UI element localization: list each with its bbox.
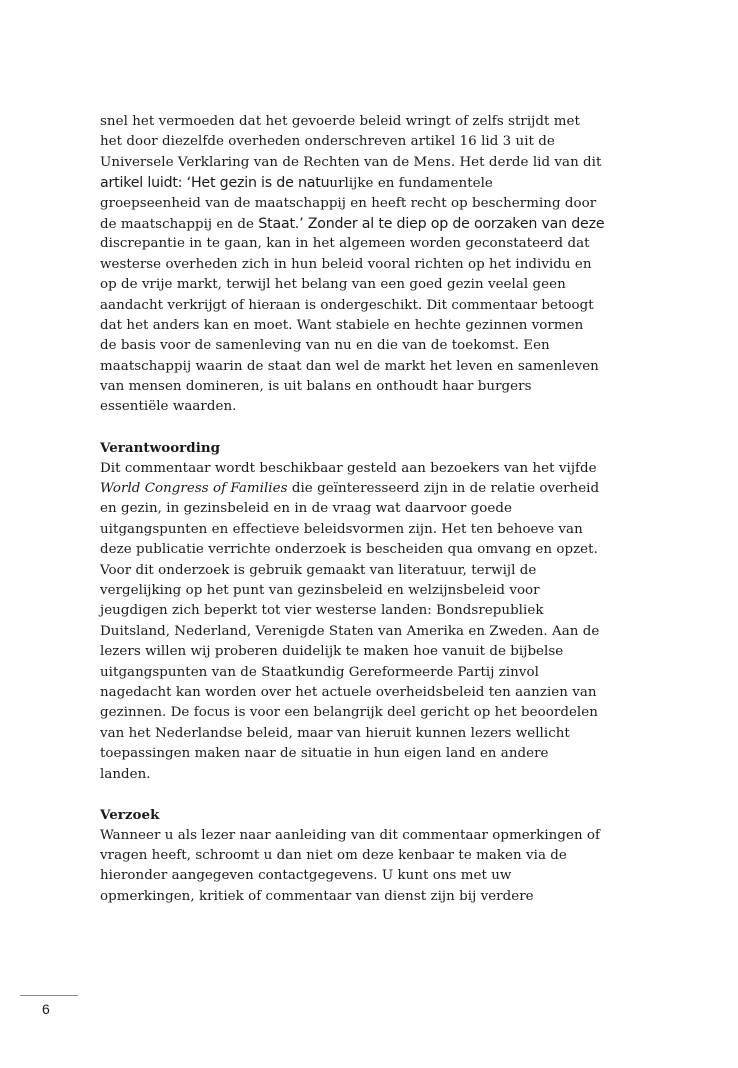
- text-line: uitgangspunten van de Staatkundig Gereformeerde Partij zinvol: [100, 664, 539, 680]
- text-line: snel het vermoeden dat het gevoerde beleid wringt of zelfs strijdt met: [100, 114, 580, 129]
- text-line: discrepantie in te gaan, kan in het algemeen worden geconstateerd dat: [100, 236, 590, 252]
- text-line: en gezin, in gezinsbeleid en in de vraag wat daarvoor goede: [100, 501, 512, 517]
- text-line: vergelijking op het punt van gezinsbeleid en welzijnsbeleid voor: [100, 582, 540, 598]
- section-heading-verzoek: Verzoek: [100, 807, 160, 824]
- text-line: het door diezelfde overheden onderschreven artikel 16 lid 3 uit de: [100, 134, 555, 150]
- text-line: Voor dit onderzoek is gebruik gemaakt van literatuur, terwijl de: [100, 562, 537, 578]
- text-line: aandacht verkrijgt of hieraan is ondergeschikt. Dit commentaar betoogt: [100, 297, 594, 313]
- italic-run: World Congress of Families: [100, 481, 288, 497]
- paragraph-spacer: [100, 418, 660, 438]
- text-line: dat het anders kan en moet. Want stabiele en hechte gezinnen vormen: [100, 317, 584, 333]
- text-line: hieronder aangegeven contactgegevens. U kunt ons met uw: [100, 868, 512, 884]
- sans-serif-run: artikel luidt: ‘Het gezin is de natu: [100, 175, 330, 192]
- text-line-mixed-style: [100, 479, 660, 499]
- section-heading-verantwoording: Verantwoording: [100, 440, 221, 457]
- text-line: lezers willen wij proberen duidelijk te maken hoe vanuit de bijbelse: [100, 644, 564, 660]
- page-number: 6: [42, 1001, 50, 1017]
- text-line-mixed-font: [100, 173, 660, 193]
- roman-run: die geïnteresseerd zijn in de relatie overheid: [287, 481, 600, 497]
- text-line: toepassingen maken naar de situatie in hun eigen land en andere: [100, 746, 549, 762]
- text-line: vragen heeft, schroomt u dan niet om deze kenbaar te maken via de: [100, 848, 567, 864]
- footer-rule: [20, 995, 78, 996]
- text-line: van het Nederlandse beleid, maar van hieruit kunnen lezers wellicht: [100, 725, 570, 741]
- text-line: Universele Verklaring van de Rechten van de Mens. Het derde lid van dit: [100, 154, 602, 170]
- text-line: van mensen domineren, is uit balans en onthoudt haar burgers: [100, 379, 532, 395]
- sans-serif-run: Staat.’ Zonder al te diep op de oorzaken van deze: [258, 215, 605, 232]
- text-line: groepseenheid van de maatschappij en heeft recht op bescherming door: [100, 195, 597, 211]
- text-line: de basis voor de samenleving van nu en die van de toekomst. Een: [100, 338, 550, 354]
- text-line: westerse overheden zich in hun beleid vooral richten op het individu en: [100, 256, 592, 272]
- text-line-mixed-font: [100, 214, 660, 234]
- text-line: Wanneer u als lezer naar aanleiding van dit commentaar opmerkingen of: [100, 827, 601, 843]
- serif-run: urlijke en fundamentele: [329, 176, 493, 192]
- paragraph-spacer: [100, 785, 660, 805]
- text-line: landen.: [100, 766, 151, 782]
- text-line: jeugdigen zich beperkt tot vier westerse landen: Bondsrepubliek: [100, 603, 544, 619]
- serif-run: de maatschappij en de: [100, 216, 259, 232]
- text-line: opmerkingen, kritiek of commentaar van dienst zijn bij verdere: [100, 888, 534, 904]
- text-line: essentiële waarden.: [100, 399, 237, 415]
- text-line: uitgangspunten en effectieve beleidsvormen zijn. Het ten behoeve van: [100, 521, 583, 537]
- text-line: Duitsland, Nederland, Verenigde Staten van Amerika en Zweden. Aan de: [100, 623, 600, 639]
- text-line: maatschappij waarin de staat dan wel de markt het leven en samenleven: [100, 358, 599, 374]
- text-line: Dit commentaar wordt beschikbaar gesteld aan bezoekers van het vijfde: [100, 460, 597, 476]
- text-line: nagedacht kan worden over het actuele overheidsbeleid ten aanzien van: [100, 684, 597, 700]
- text-line: gezinnen. De focus is voor een belangrijk deel gericht op het beoordelen: [100, 705, 598, 721]
- body-text: [100, 112, 660, 907]
- text-line: op de vrije markt, terwijl het belang van een goed gezin veelal geen: [100, 277, 566, 293]
- text-line: deze publicatie verrichte onderzoek is bescheiden qua omvang en opzet.: [100, 542, 598, 558]
